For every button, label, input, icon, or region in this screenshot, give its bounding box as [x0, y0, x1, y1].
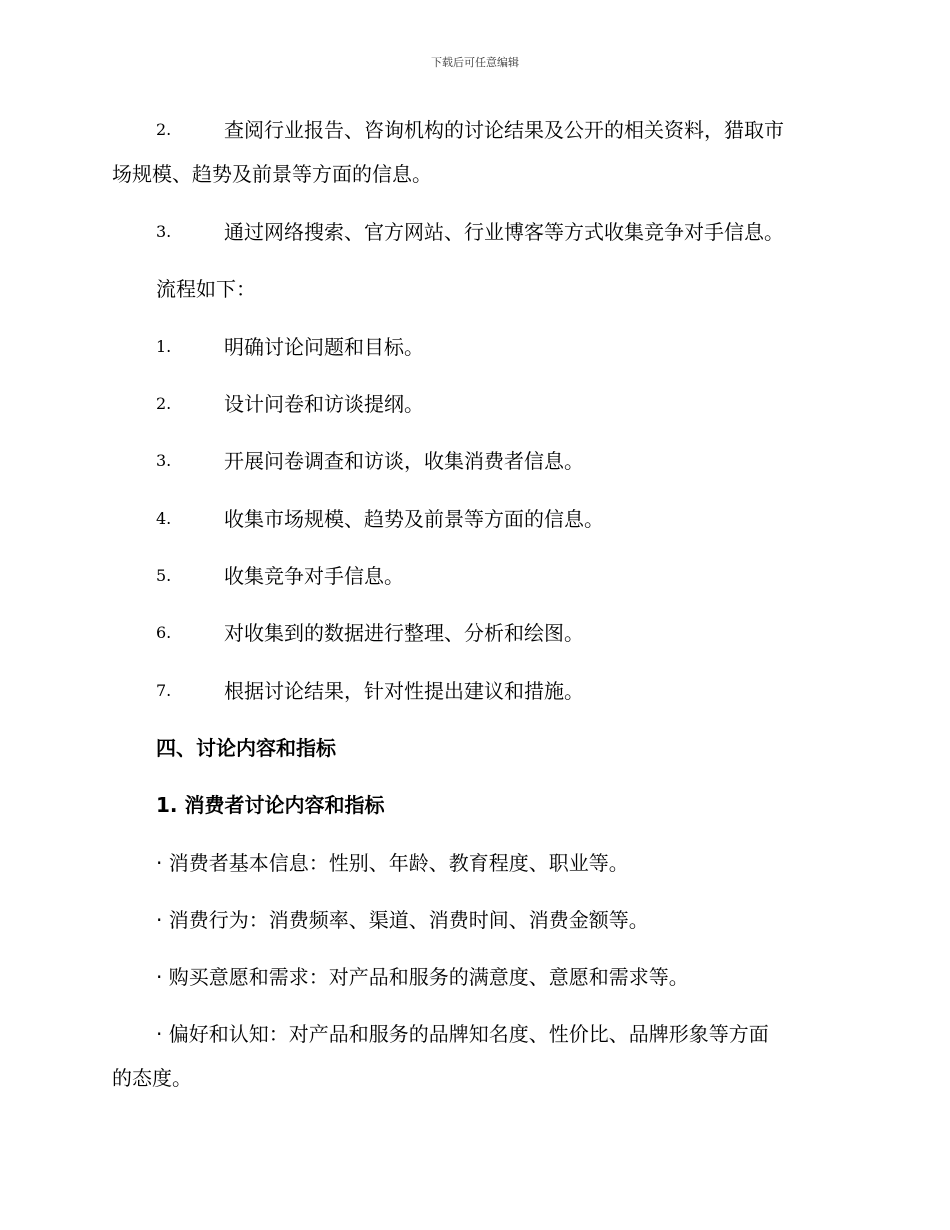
- step-number: 6.: [156, 623, 172, 642]
- step-number: 5.: [156, 566, 172, 585]
- section-heading: 四、讨论内容和指标: [156, 736, 336, 760]
- page-header: 下载后可任意编辑: [431, 56, 519, 69]
- bullet-item: · 消费行为：消费频率、渠道、消费时间、消费金额等。: [156, 908, 649, 932]
- process-label: 流程如下：: [156, 277, 256, 301]
- step-number: 1.: [156, 337, 172, 356]
- list-number: 2.: [156, 120, 172, 139]
- step-text: 根据讨论结果，针对性提出建议和措施。: [224, 679, 584, 703]
- list-item-text-continuation: 场规模、趋势及前景等方面的信息。: [112, 162, 432, 186]
- step-number: 7.: [156, 681, 172, 700]
- step-text: 开展问卷调查和访谈，收集消费者信息。: [224, 449, 584, 473]
- step-text: 收集市场规模、趋势及前景等方面的信息。: [224, 507, 604, 531]
- step-text: 设计问卷和访谈提纲。: [224, 392, 424, 416]
- step-number: 2.: [156, 394, 172, 413]
- list-item-text: 查阅行业报告、咨询机构的讨论结果及公开的相关资料，猎取市: [224, 118, 784, 142]
- section-subheading: 1. 消费者讨论内容和指标: [156, 793, 385, 817]
- step-number: 4.: [156, 509, 172, 528]
- bullet-item: · 消费者基本信息：性别、年龄、教育程度、职业等。: [156, 851, 629, 875]
- bullet-item: · 购买意愿和需求：对产品和服务的满意度、意愿和需求等。: [156, 965, 689, 989]
- step-text: 收集竞争对手信息。: [224, 564, 404, 588]
- step-number: 3.: [156, 451, 172, 470]
- bullet-item: · 偏好和认知：对产品和服务的品牌知名度、性价比、品牌形象等方面: [156, 1022, 769, 1046]
- step-text: 对收集到的数据进行整理、分析和绘图。: [224, 621, 584, 645]
- step-text: 明确讨论问题和目标。: [224, 335, 424, 359]
- list-item-text: 通过网络搜索、官方网站、行业博客等方式收集竞争对手信息。: [224, 220, 784, 244]
- list-number: 3.: [156, 222, 172, 241]
- bullet-item-continuation: 的态度。: [112, 1066, 192, 1090]
